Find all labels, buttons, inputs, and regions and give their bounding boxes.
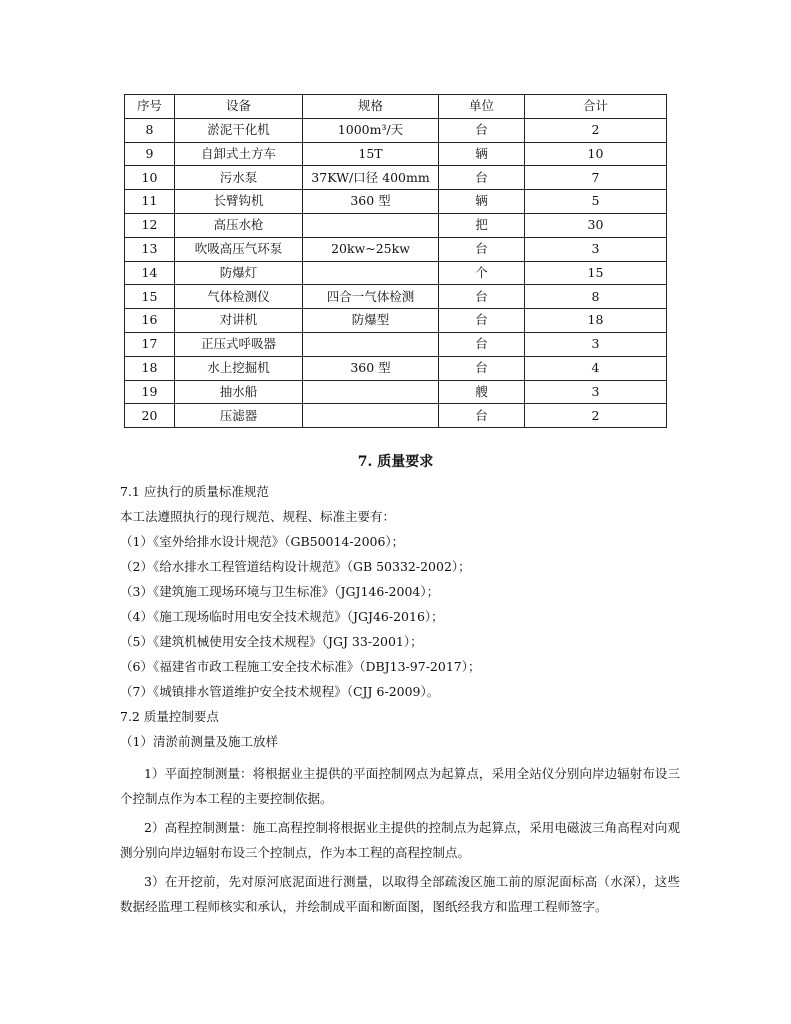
cell-device: 压滤器 [175, 404, 303, 428]
paragraph-pre-excavation-survey: 3）在开挖前，先对原河底泥面进行测量，以取得全部疏浚区施工前的原泥面标高（水深），这些数据经监理工程师核实和承认，并绘制成平面和断面图，图纸经我方和监理工程师签字。 [120, 874, 680, 914]
paragraph-plane-control: 1）平面控制测量：将根据业主提供的平面控制网点为起算点，采用全站仪分别向岸边辐射布设三个控制点作为本工程的主要控制依据。 [120, 766, 680, 806]
cell-unit: 台 [439, 404, 525, 428]
cell-no: 16 [125, 309, 175, 333]
cell-unit: 台 [439, 309, 525, 333]
table-row [125, 380, 667, 404]
cell-spec: 1000m³/天 [303, 118, 439, 142]
cell-device: 正压式呼吸器 [175, 332, 303, 356]
cell-total: 3 [525, 237, 667, 261]
cell-device: 气体检测仪 [175, 285, 303, 309]
cell-spec [303, 261, 439, 285]
table-row [125, 404, 667, 428]
cell-unit: 艘 [439, 380, 525, 404]
cell-total: 7 [525, 166, 667, 190]
table-row [125, 356, 667, 380]
section-title: 7. 质量要求 [357, 454, 434, 470]
cell-spec: 360 型 [303, 190, 439, 214]
cell-no: 12 [125, 213, 175, 237]
standards-intro: 本工法遵照执行的现行规范、规程、标准主要有： [120, 509, 396, 524]
paragraph-elevation-control: 2）高程控制测量：施工高程控制将根据业主提供的控制点为起算点，采用电磁波三角高程对向观测分别向岸边辐射布设三个控制点，作为本工程的高程控制点。 [120, 820, 680, 860]
cell-unit: 台 [439, 166, 525, 190]
cell-no: 18 [125, 356, 175, 380]
subsection-7-2-heading: 7.2 质量控制要点 [120, 709, 219, 724]
table-row [125, 309, 667, 333]
cell-spec: 37KW/口径 400mm [303, 166, 439, 190]
cell-spec: 防爆型 [303, 309, 439, 333]
cell-no: 8 [125, 118, 175, 142]
table-row [125, 118, 667, 142]
cell-no: 19 [125, 380, 175, 404]
cell-unit: 台 [439, 356, 525, 380]
table-row [125, 261, 667, 285]
cell-unit: 台 [439, 237, 525, 261]
standard-item: （4）《施工现场临时用电安全技术规范》（JGJ46-2016）； [120, 609, 444, 624]
cell-total: 3 [525, 380, 667, 404]
standard-item: （6）《福建省市政工程施工安全技术标准》（DBJ13-97-2017）； [120, 659, 481, 674]
subsection-7-1-heading: 7.1 应执行的质量标准规范 [120, 484, 269, 499]
cell-unit: 辆 [439, 142, 525, 166]
cell-spec: 360 型 [303, 356, 439, 380]
cell-total: 3 [525, 332, 667, 356]
standard-item: （5）《建筑机械使用安全技术规程》（JGJ 33-2001）； [120, 634, 423, 649]
cell-total: 2 [525, 404, 667, 428]
cell-unit: 台 [439, 285, 525, 309]
cell-unit: 辆 [439, 190, 525, 214]
cell-total: 18 [525, 309, 667, 333]
cell-device: 防爆灯 [175, 261, 303, 285]
cell-spec [303, 213, 439, 237]
cell-device: 长臂钩机 [175, 190, 303, 214]
cell-spec: 四合一气体检测 [303, 285, 439, 309]
standard-item: （3）《建筑施工现场环境与卫生标准》（JGJ146-2004）； [120, 584, 440, 599]
cell-unit: 把 [439, 213, 525, 237]
standard-item: （1）《室外给排水设计规范》（GB50014-2006）； [120, 534, 405, 549]
control-item-heading: （1）清淤前测量及施工放样 [120, 734, 278, 749]
table-row [125, 213, 667, 237]
cell-spec: 15T [303, 142, 439, 166]
table-row [125, 285, 667, 309]
cell-spec [303, 404, 439, 428]
cell-no: 13 [125, 237, 175, 261]
cell-device: 水上挖掘机 [175, 356, 303, 380]
header-spec: 规格 [303, 95, 439, 119]
table-header-row [125, 95, 667, 119]
equipment-table [124, 94, 667, 428]
header-no: 序号 [125, 95, 175, 119]
header-device: 设备 [175, 95, 303, 119]
cell-spec: 20kw~25kw [303, 237, 439, 261]
cell-total: 8 [525, 285, 667, 309]
cell-device: 污水泵 [175, 166, 303, 190]
cell-no: 11 [125, 190, 175, 214]
table-row [125, 166, 667, 190]
cell-unit: 个 [439, 261, 525, 285]
table-row [125, 332, 667, 356]
cell-unit: 台 [439, 332, 525, 356]
cell-total: 2 [525, 118, 667, 142]
table-row [125, 237, 667, 261]
cell-device: 对讲机 [175, 309, 303, 333]
header-total: 合计 [525, 95, 667, 119]
cell-total: 4 [525, 356, 667, 380]
cell-no: 14 [125, 261, 175, 285]
cell-no: 9 [125, 142, 175, 166]
cell-total: 10 [525, 142, 667, 166]
cell-total: 15 [525, 261, 667, 285]
cell-spec [303, 332, 439, 356]
cell-device: 吹吸高压气环泵 [175, 237, 303, 261]
cell-no: 17 [125, 332, 175, 356]
table-row [125, 190, 667, 214]
standard-item: （7）《城镇排水管道维护安全技术规程》（CJJ 6-2009）。 [120, 684, 440, 699]
cell-total: 5 [525, 190, 667, 214]
header-unit: 单位 [439, 95, 525, 119]
standard-item: （2）《给水排水工程管道结构设计规范》（GB 50332-2002）； [120, 559, 471, 574]
cell-device: 高压水枪 [175, 213, 303, 237]
cell-device: 抽水船 [175, 380, 303, 404]
cell-device: 自卸式土方车 [175, 142, 303, 166]
cell-unit: 台 [439, 118, 525, 142]
cell-total: 30 [525, 213, 667, 237]
cell-spec [303, 380, 439, 404]
cell-no: 10 [125, 166, 175, 190]
cell-no: 15 [125, 285, 175, 309]
cell-no: 20 [125, 404, 175, 428]
table-row [125, 142, 667, 166]
cell-device: 淤泥干化机 [175, 118, 303, 142]
